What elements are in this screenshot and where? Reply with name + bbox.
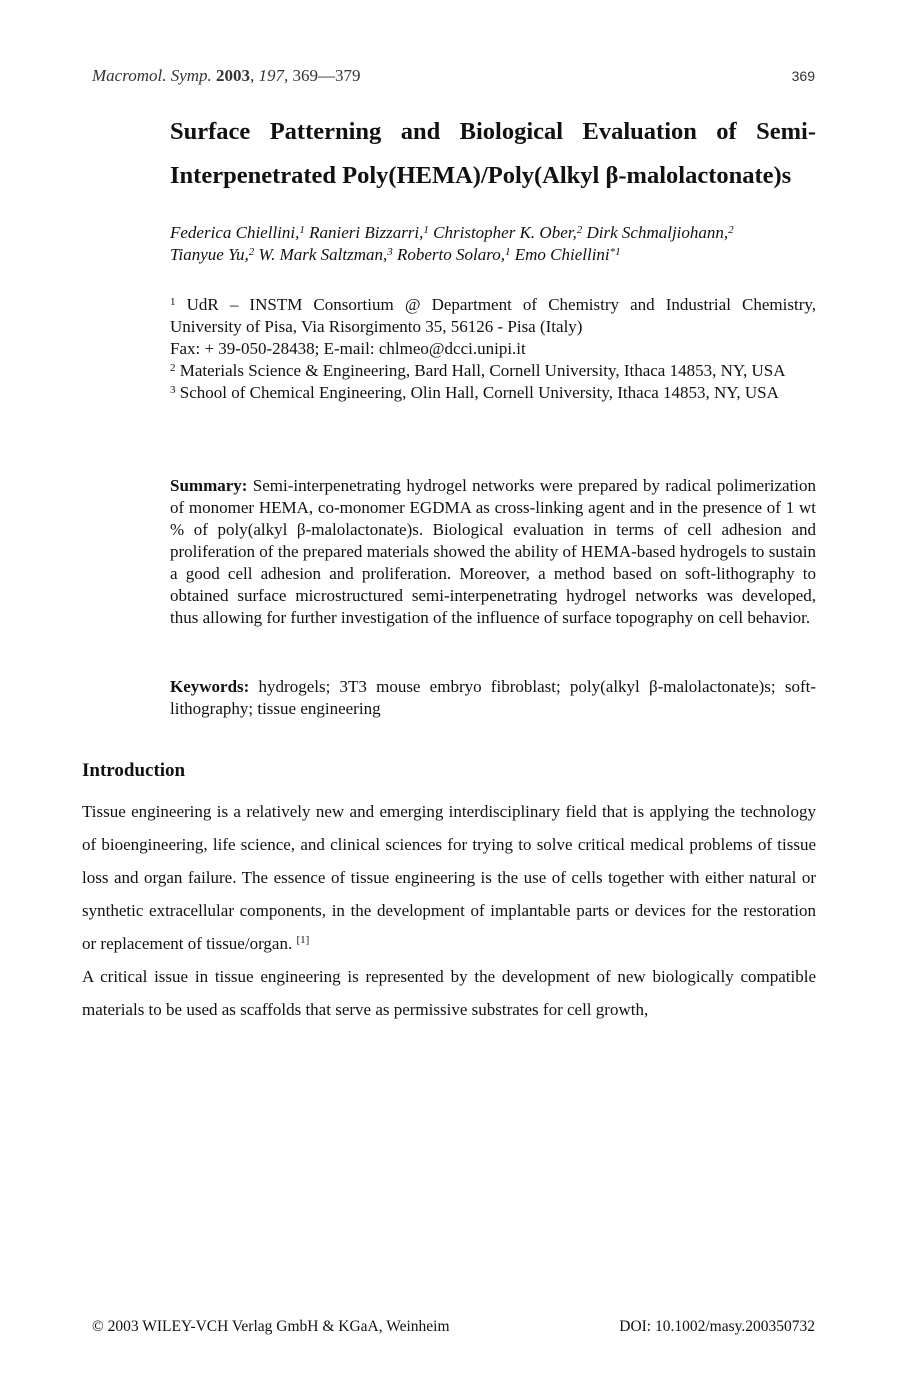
author: Roberto Solaro,$^1$ xyxy=(397,245,511,264)
author: Tianyue Yu,$^2$ xyxy=(170,245,255,264)
affiliations xyxy=(170,294,816,404)
journal-name: Macromol. Symp. xyxy=(92,66,212,85)
author: Federica Chiellini,$^1$ xyxy=(170,223,305,242)
affiliation: $^3$ School of Chemical Engineering, Olin Hall, Cornell University, Ithaca 14853, NY, USA xyxy=(170,383,779,402)
paper-title: Surface Patterning and Biological Evaluation of Semi-Interpenetrated Poly(HEMA)/Poly(Alkyl β-malolactonate)s xyxy=(170,118,816,189)
copyright-notice: © 2003 WILEY-VCH Verlag GmbH & KGaA, Weinheim xyxy=(92,1318,450,1335)
author: Christopher K. Ober,$^2$ xyxy=(433,223,583,242)
keywords-label: Keywords: xyxy=(170,677,250,696)
keywords xyxy=(170,676,816,720)
paragraph: Tissue engineering is a relatively new and emerging interdisciplinary field that is applying the technology of bioengineering, life science, and clinical sciences for trying to solve critical medical problems of tissue loss and organ failure. The essence of tissue engineering is the use of cells together with either natural or synthetic extracellular components, in the development of implantable parts or devices for the restoration or replacement of tissue/organ. [1] xyxy=(82,802,816,953)
summary-text: Semi-interpenetrating hydrogel networks were prepared by radical polimerization of monomer HEMA, co-monomer EGDMA as cross-linking agent and in the presence of 1 wt % of poly(alkyl β-malolactonate)s. Biological evaluation in terms of cell adhesion and proliferation of the prepared materials showed the ability of HEMA-based hydrogels to sustain a good cell adhesion and proliferation. Moreover, a method based on soft-lithography to obtained surface microstructured semi-interpenetrating hydrogel networks was developed, thus allowing for further investigation of the influence of surface topography on cell behavior. xyxy=(170,476,816,627)
journal-year: 2003 xyxy=(216,66,251,85)
author: Emo Chiellini$^{*1}$ xyxy=(514,245,621,264)
journal-pages: 369—379 xyxy=(292,66,361,85)
page-number: 369 xyxy=(791,68,815,84)
section-heading-introduction: Introduction xyxy=(82,760,186,781)
doi: DOI: 10.1002/masy.200350732 xyxy=(619,1318,815,1335)
affiliation: $^2$ Materials Science & Engineering, Bard Hall, Cornell University, Ithaca 14853, NY, USA xyxy=(170,361,786,380)
affiliation: $^1$ UdR – INSTM Consortium @ Department of Chemistry and Industrial Chemistry, University of Pisa, Via Risorgimento 35, 56126 - Pisa (Italy) xyxy=(170,295,817,336)
paragraph: A critical issue in tissue engineering is represented by the development of new biologically compatible materials to be used as scaffolds that serve as permissive substrates for cell growth, xyxy=(82,967,816,1019)
abstract-summary xyxy=(170,475,816,629)
summary-label: Summary: xyxy=(170,476,248,495)
introduction-body xyxy=(82,795,816,1026)
author: Ranieri Bizzarri,$^1$ xyxy=(309,223,429,242)
author: W. Mark Saltzman,$^3$ xyxy=(258,245,393,264)
keywords-text: hydrogels; 3T3 mouse embryo fibroblast; poly(alkyl β-malolactonate)s; soft-lithography; tissue engineering xyxy=(170,677,816,718)
citation-ref: [1] xyxy=(296,934,310,946)
journal-header: Macromol. Symp. 2003, 197, 369—379 xyxy=(92,66,361,85)
author: Dirk Schmaljiohann,$^2$ xyxy=(586,223,734,242)
affiliation-contact: Fax: + 39-050-28438; E-mail: chlmeo@dcci.unipi.it xyxy=(170,339,526,358)
author-list xyxy=(170,222,816,266)
journal-volume: 197 xyxy=(258,66,285,85)
